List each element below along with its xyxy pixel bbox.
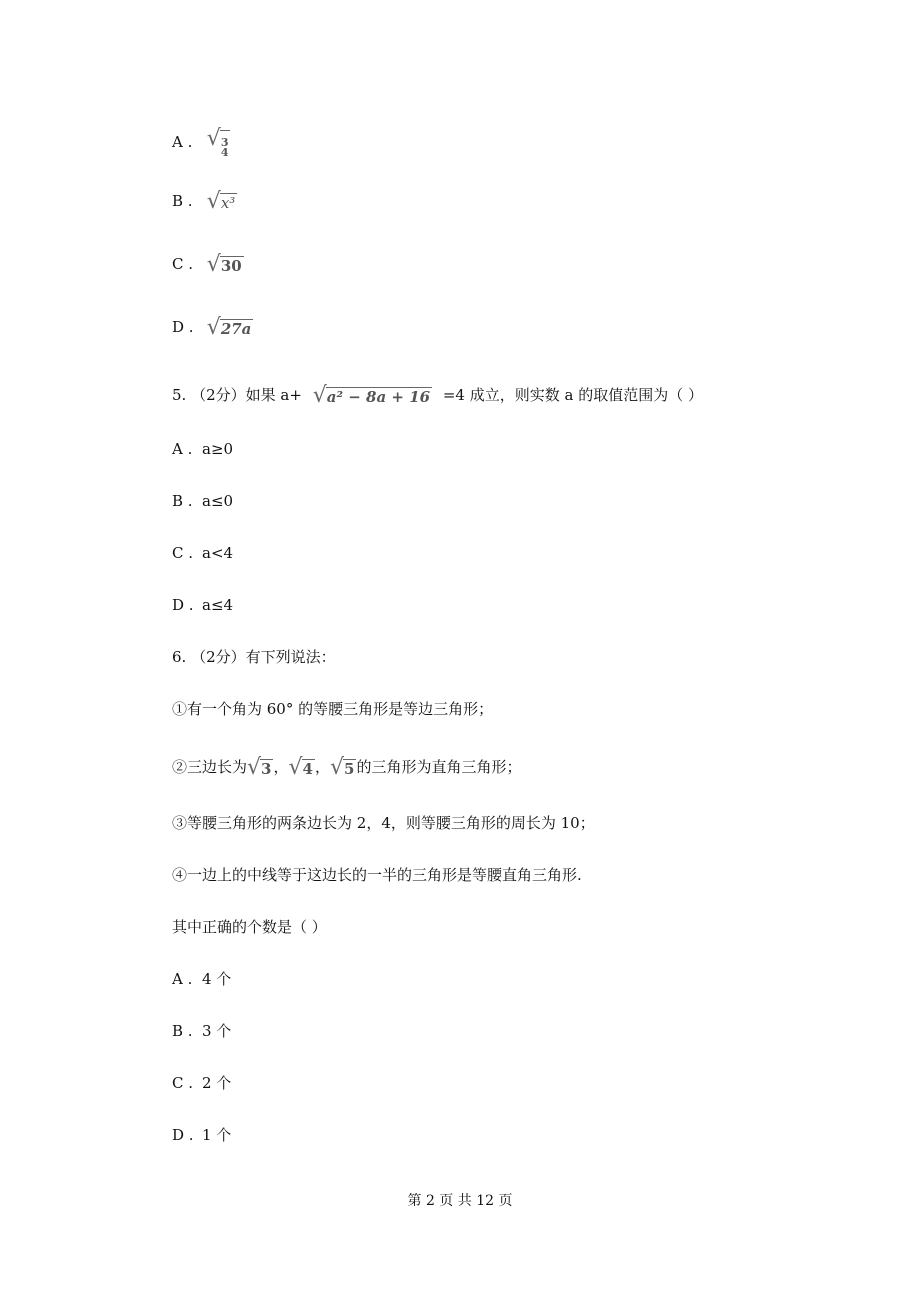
q6-option-d: D . 1 个	[172, 1126, 232, 1144]
q5-option-c: C . a<4	[172, 544, 234, 562]
q6-option-a: A . 4 个	[172, 970, 232, 988]
question-6-prompt: 其中正确的个数是（ ）	[172, 918, 327, 936]
sqrt-4: √ 4	[288, 755, 313, 780]
sqrt-30: √ 30	[206, 252, 242, 277]
prev-option-b: B . √ x³	[172, 189, 236, 214]
statement-1: ①有一个角为 60° 的等腰三角形是等边三角形；	[172, 700, 494, 718]
q6-option-c: C . 2 个	[172, 1074, 232, 1092]
statement-4: ④一边上的中线等于这边长的一半的三角形是等腰直角三角形.	[172, 866, 582, 884]
prev-option-d: D . √ 27a	[172, 315, 252, 340]
question-6-stem: 6. （2分）有下列说法：	[172, 648, 336, 666]
statement-2: ②三边长为 √ 3 ， √ 4 ， √ 5 的三角形为直角三角形；	[172, 755, 522, 780]
q5-option-a: A . a≥0	[172, 440, 234, 458]
sqrt-expression: √ a² − 8a + 16	[312, 383, 431, 408]
prev-option-a: A . √ 3 4	[172, 126, 229, 159]
sqrt-x-cubed: √ x³	[206, 189, 236, 214]
q5-option-d: D . a≤4	[172, 596, 234, 614]
sqrt-5: √ 5	[329, 755, 355, 780]
prev-option-c: C . √ 30	[172, 252, 242, 277]
q5-option-b: B . a≤0	[172, 492, 234, 510]
page-footer: 第 2 页 共 12 页	[407, 1193, 513, 1209]
question-5-stem: 5. （2分）如果 a+ √ a² − 8a + 16 =4 成立，则实数 a 的取值范围为（ ）	[172, 383, 703, 408]
q6-option-b: B . 3 个	[172, 1022, 232, 1040]
sqrt-fraction: √ 3 4	[206, 126, 229, 159]
sqrt-3: √ 3	[247, 755, 272, 780]
statement-3: ③等腰三角形的两条边长为 2，4，则等腰三角形的周长为 10；	[172, 814, 595, 832]
sqrt-27a: √ 27a	[206, 315, 252, 340]
